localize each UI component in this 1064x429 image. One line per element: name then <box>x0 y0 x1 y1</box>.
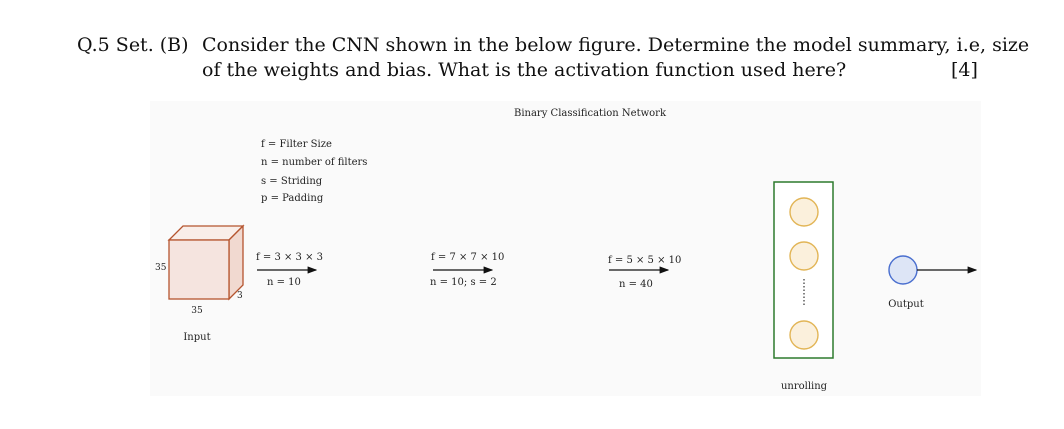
question-number: Q.5 Set. (B) <box>77 34 189 56</box>
unrolling-label: unrolling <box>780 381 828 392</box>
figure-panel <box>150 101 981 396</box>
network-diagram <box>150 101 981 396</box>
figure-title: Binary Classification Network <box>513 108 667 119</box>
layer3-params: n = 40 <box>619 279 653 290</box>
flatten-neuron <box>790 321 818 349</box>
output-neuron <box>889 256 917 284</box>
input-label: Input <box>183 332 211 343</box>
input-dim-depth: 3 <box>237 291 243 301</box>
flatten-neuron <box>790 198 818 226</box>
layer1-params: n = 10 <box>267 277 301 288</box>
question-text-line1: Consider the CNN shown in the below figure. Determine the model summary, i.e, size <box>202 34 1030 56</box>
layer2-filter: f = 7 × 7 × 10 <box>431 252 505 263</box>
legend-num-filters: n = number of filters <box>261 157 368 168</box>
question-text-line2: of the weights and bias. What is the activation function used here? <box>202 59 847 81</box>
legend-padding: p = Padding <box>261 193 324 204</box>
legend-striding: s = Striding <box>261 176 323 187</box>
layer1-filter: f = 3 × 3 × 3 <box>256 252 323 263</box>
input-dim-width: 35 <box>191 306 203 316</box>
flatten-neuron <box>790 242 818 270</box>
layer3-filter: f = 5 × 5 × 10 <box>608 255 682 266</box>
output-label: Output <box>888 299 924 310</box>
legend-filter-size: f = Filter Size <box>261 139 332 150</box>
layer2-params: n = 10; s = 2 <box>430 277 497 288</box>
input-cube <box>169 226 243 299</box>
input-dim-height: 35 <box>155 263 167 273</box>
question-marks: [4] <box>951 59 978 81</box>
